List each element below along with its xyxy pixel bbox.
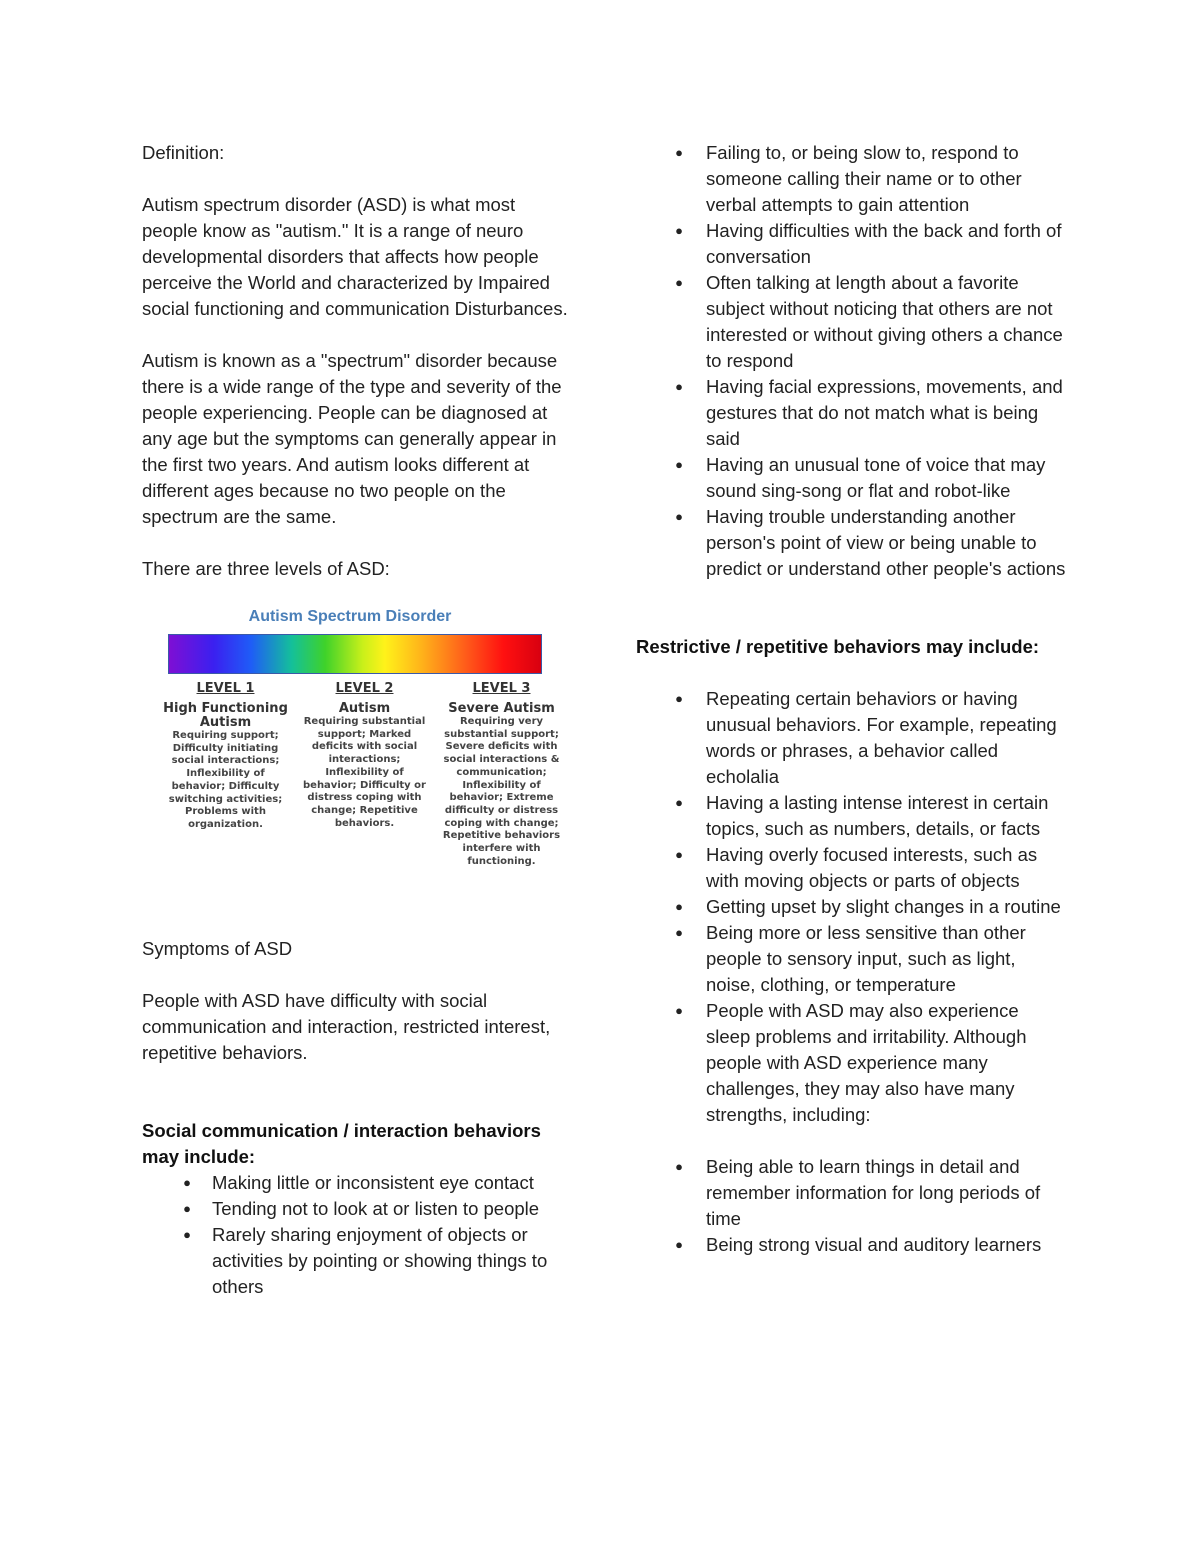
level-1 xyxy=(158,680,293,832)
bullet-icon: ● xyxy=(675,379,683,394)
level-1-desc: Requiring support; Difficulty initiating social interactions; Inflexibility of behavior; Difficulty switching activities; Problems with organization. xyxy=(168,730,283,830)
bullet-icon: ● xyxy=(675,1003,683,1018)
definition-paragraph: Autism spectrum disorder (ASD) is what most people know as "autism." It is a range of neuro developmental disorders that affects how people perceive the World and characterized by Impaired social functioning and communication Disturbances. xyxy=(142,194,568,319)
bullet-icon: ● xyxy=(675,691,683,706)
list-item: ● Having difficulties with the back and forth of conversation xyxy=(636,218,1066,270)
restrictive-heading: Restrictive / repetitive behaviors may include: xyxy=(636,636,1040,657)
bullet-icon: ● xyxy=(183,1227,191,1242)
bullet-icon: ● xyxy=(675,275,683,290)
left-column xyxy=(142,140,572,1300)
symptoms-title: Symptoms of ASD xyxy=(142,938,293,959)
bullet-icon: ● xyxy=(675,1237,683,1252)
bullet-icon: ● xyxy=(675,925,683,940)
bullet-icon: ● xyxy=(675,795,683,810)
level-3 xyxy=(434,680,569,868)
list-item: ● Getting upset by slight changes in a routine xyxy=(636,894,1066,920)
strengths-list xyxy=(636,1154,1066,1258)
levels-intro: There are three levels of ASD: xyxy=(142,558,390,579)
level-1-label: LEVEL 1 xyxy=(196,681,255,696)
list-item: ● Having trouble understanding another person's point of view or being unable to predict or understand other people's actions xyxy=(636,504,1066,582)
list-item: ● Having an unusual tone of voice that may sound sing-song or flat and robot-like xyxy=(636,452,1066,504)
list-item: ● Failing to, or being slow to, respond to someone calling their name or to other verbal attempts to gain attention xyxy=(636,140,1066,218)
list-item: ● Having a lasting intense interest in certain topics, such as numbers, details, or facts xyxy=(636,790,1066,842)
bullet-icon: ● xyxy=(675,1159,683,1174)
bullet-icon: ● xyxy=(675,145,683,160)
list-item: ● People with ASD may also experience sleep problems and irritability. Although people with ASD experience many challenges, they may also have many strengths, including: xyxy=(636,998,1066,1128)
social-list xyxy=(142,1170,572,1300)
level-3-desc: Requiring very substantial support; Severe deficits with social interactions & communication; Inflexibility of behavior; Extreme difficulty or distress coping with change; Repetitive behaviors interfere with functioning. xyxy=(442,716,561,867)
restrictive-list xyxy=(636,686,1066,1128)
spectrum-bar xyxy=(168,634,542,674)
list-item: ● Being strong visual and auditory learners xyxy=(636,1232,1066,1258)
bullet-icon: ● xyxy=(675,847,683,862)
list-item: ● Having facial expressions, movements, and gestures that do not match what is being said xyxy=(636,374,1066,452)
bullet-icon: ● xyxy=(675,899,683,914)
spectrum-figure xyxy=(150,598,560,888)
symptoms-paragraph: People with ASD have difficulty with social communication and interaction, restricted interest, repetitive behaviors. xyxy=(142,990,551,1063)
level-2-desc: Requiring substantial support; Marked deficits with social interactions; Inflexibility of behavior; Difficulty or distress coping with change; Repetitive behaviors. xyxy=(303,716,426,829)
bullet-icon: ● xyxy=(675,223,683,238)
definition-label: Definition: xyxy=(142,142,225,163)
bullet-icon: ● xyxy=(675,457,683,472)
list-item: ● Having overly focused interests, such as with moving objects or parts of objects xyxy=(636,842,1066,894)
level-2-name: Autism xyxy=(338,701,391,716)
level-3-name: Severe Autism xyxy=(448,701,555,716)
bullet-icon: ● xyxy=(675,509,683,524)
bullet-icon: ● xyxy=(183,1175,191,1190)
social-list-continued xyxy=(636,140,1066,582)
right-column xyxy=(636,140,1066,1258)
list-item: ● Being able to learn things in detail and remember information for long periods of time xyxy=(636,1154,1066,1232)
list-item: ● Rarely sharing enjoyment of objects or activities by pointing or showing things to others xyxy=(142,1222,572,1300)
figure-title: Autism Spectrum Disorder xyxy=(248,608,452,625)
level-1-name: High Functioning Autism xyxy=(163,701,288,730)
list-item: ● Repeating certain behaviors or having unusual behaviors. For example, repeating words or phrases, a behavior called echolalia xyxy=(636,686,1066,790)
spectrum-paragraph: Autism is known as a "spectrum" disorder because there is a wide range of the type and severity of the people experiencing. People can be diagnosed at any age but the symptoms can generally appear in the first two years. And autism looks different at different ages because no two people on the spectrum are the same. xyxy=(142,350,562,527)
bullet-icon: ● xyxy=(183,1201,191,1216)
list-item: ● Making little or inconsistent eye contact xyxy=(142,1170,572,1196)
social-heading: Social communication / interaction behaviors may include: xyxy=(142,1120,541,1167)
list-item: ● Tending not to look at or listen to people xyxy=(142,1196,572,1222)
list-item: ● Often talking at length about a favorite subject without noticing that others are not interested or without giving others a chance to respond xyxy=(636,270,1066,374)
list-item: ● Being more or less sensitive than other people to sensory input, such as light, noise, clothing, or temperature xyxy=(636,920,1066,998)
level-3-label: LEVEL 3 xyxy=(472,681,531,696)
level-2-label: LEVEL 2 xyxy=(335,681,394,696)
level-2 xyxy=(297,680,432,830)
